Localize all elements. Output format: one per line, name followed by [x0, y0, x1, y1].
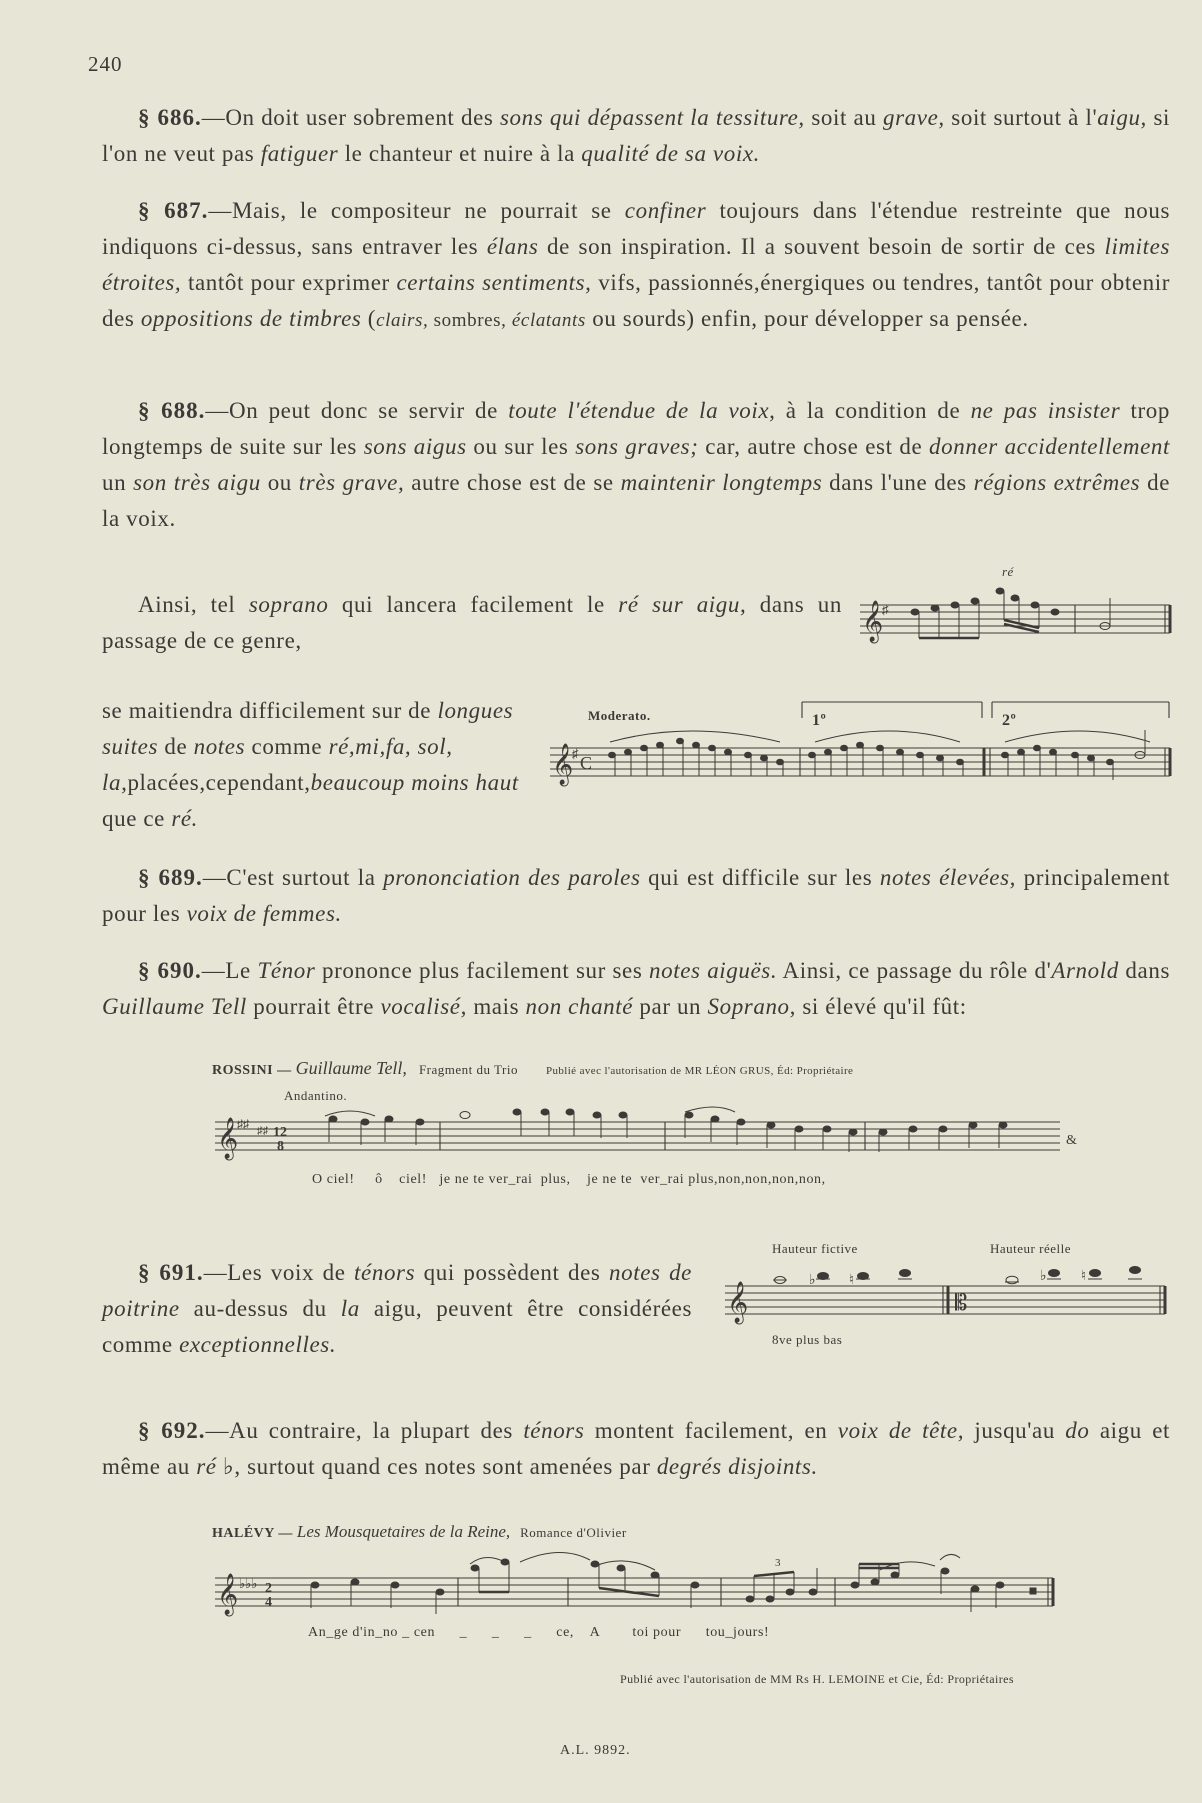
text: dans un passage de ce genre, — [102, 592, 842, 653]
italic-text: ne pas insister — [970, 398, 1121, 423]
plate-number: A.L. 9892. — [560, 1743, 631, 1758]
svg-text:♯: ♯ — [572, 746, 579, 761]
text: —On peut donc se servir de — [205, 398, 509, 423]
volta-1: 1º — [812, 712, 827, 729]
italic-text: sons aigus — [363, 434, 467, 459]
svg-text:𝄞: 𝄞 — [862, 601, 884, 641]
text: qui possèdent des — [415, 1260, 610, 1285]
italic-text: soprano — [248, 592, 329, 617]
italic-text: Soprano, — [707, 994, 797, 1019]
svg-text:♯♯: ♯♯ — [257, 1125, 268, 1137]
svg-text:8: 8 — [277, 1139, 284, 1154]
text: trop longtemps de suite sur les — [102, 398, 1170, 459]
italic-text: sons graves; — [575, 434, 699, 459]
text: aigu, peuvent être considérées comme — [102, 1296, 693, 1357]
text: si l'on ne veut pas — [102, 105, 1170, 166]
svg-text:♭: ♭ — [1040, 1269, 1047, 1284]
section-number: § 689. — [138, 865, 203, 890]
section-number: § 688. — [138, 398, 206, 423]
text: dans — [1118, 958, 1170, 983]
paragraph-689 — [102, 860, 1170, 932]
paragraph-ainsi — [102, 587, 842, 659]
svg-text:♯♯: ♯♯ — [237, 1117, 249, 1131]
text: dans l'une des — [822, 470, 974, 495]
svg-text:2: 2 — [265, 1581, 272, 1596]
italic-text: voix de tête, — [837, 1418, 965, 1443]
text: pourrait être — [246, 994, 381, 1019]
italic-text: do — [1065, 1418, 1090, 1443]
music-example-moderato — [550, 700, 1172, 800]
text: que ce — [102, 806, 172, 831]
composer: ROSSINI — — [212, 1063, 296, 1078]
text: —On doit user sobrement des — [201, 105, 500, 130]
text: —Mais, le compositeur ne pourrait se — [208, 198, 625, 223]
italic-text: grave, — [883, 105, 945, 130]
text: tantôt pour exprimer — [181, 270, 397, 295]
tempo-marking: Moderato. — [588, 708, 651, 723]
text: aigu et même au — [102, 1418, 1171, 1479]
text: ♭, surtout quand ces notes sont amenées par — [216, 1454, 657, 1479]
italic-text: ré sur aigu, — [618, 592, 747, 617]
text: autre chose est de se — [404, 470, 621, 495]
svg-text:C: C — [580, 753, 593, 773]
italic-text: son très aigu — [133, 470, 261, 495]
text: se maitiendra difficilement sur de — [102, 698, 438, 723]
text: ou — [260, 470, 299, 495]
paragraph-691 — [102, 1255, 692, 1363]
text: ou sur les — [466, 434, 576, 459]
italic-text: exceptionnelles. — [179, 1332, 337, 1357]
italic-text: ténors — [523, 1418, 585, 1443]
text: à la condition de — [775, 398, 971, 423]
music-example-re-aigu — [860, 580, 1174, 660]
italic-text: prononciation des paroles — [383, 865, 641, 890]
italic-text: beaucoup moins haut — [310, 770, 519, 795]
tempo-marking: Andantino. — [284, 1088, 348, 1103]
svg-text:𝄞: 𝄞 — [552, 744, 574, 784]
text: de son inspiration. Il a souvent besoin de sortir de ces — [538, 234, 1105, 259]
italic-text: notes — [193, 734, 246, 759]
italic-text: ré. — [171, 806, 199, 831]
fragment-label: Romance d'Olivier — [520, 1525, 627, 1540]
text: principalement pour les — [102, 865, 1171, 926]
svg-text:4: 4 — [265, 1595, 272, 1610]
music-example-tenor-range — [725, 1262, 1170, 1332]
italic-text: régions extrêmes — [973, 470, 1141, 495]
halevy-lyrics: An_ge d'in_no _ cen _ _ _ ce, A toi pour tou_jours! — [308, 1625, 770, 1640]
text: qui lancera facilement le — [328, 592, 619, 617]
music-example-halevy — [215, 1548, 1055, 1628]
text: prononce plus facilement sur ses — [315, 958, 650, 983]
rossini-lyrics: O ciel! ô ciel! je ne te ver_rai plus, je ne te ver_rai plus,non,non,non,non, — [312, 1172, 826, 1187]
italic-text: donner accidentellement — [929, 434, 1170, 459]
note-label-re: ré — [1002, 564, 1014, 579]
italic-text: ténors — [354, 1260, 416, 1285]
text: de — [158, 734, 194, 759]
section-number: § 687. — [138, 198, 209, 223]
text: qui est difficile sur les — [640, 865, 880, 890]
italic-text: élans — [486, 234, 539, 259]
italic-text: toute l'étendue de la voix, — [508, 398, 776, 423]
fragment-label: Fragment du Trio — [418, 1062, 518, 1077]
text: —Les voix de — [203, 1260, 355, 1285]
italic-text: la — [340, 1296, 360, 1321]
italic-text: sons qui dépassent la tessiture, — [500, 105, 805, 130]
italic-text: notes de poitrine — [102, 1260, 692, 1321]
label-hauteur-fictive: Hauteur fictive — [772, 1241, 858, 1256]
italic-text: qualité de sa voix. — [581, 141, 760, 166]
italic-text: ré,mi,fa, sol, la, — [102, 734, 453, 795]
italic-text: longues suites — [102, 698, 514, 759]
octave-note: 8ve plus bas — [772, 1332, 843, 1347]
text: placées,cependant, — [127, 770, 311, 795]
italic-text: Guillaume Tell — [102, 994, 247, 1019]
italic-text: éclatants — [511, 310, 586, 331]
italic-text: limites étroites, — [102, 234, 1170, 295]
paragraph-maitiendra — [102, 693, 522, 837]
text: soit au — [804, 105, 884, 130]
italic-text: aigu, — [1097, 105, 1147, 130]
text: par un — [633, 994, 708, 1019]
halevy-heading — [212, 1522, 627, 1542]
section-number: § 686. — [138, 105, 202, 130]
text: ( — [361, 306, 377, 331]
text: mais — [466, 994, 526, 1019]
svg-text:&: & — [1066, 1133, 1077, 1148]
italic-text: notes élevées, — [879, 865, 1017, 890]
paragraph-686 — [102, 100, 1170, 172]
italic-text: non chanté — [525, 994, 634, 1019]
italic-text: ré — [196, 1454, 217, 1479]
svg-text:𝄡: 𝄡 — [955, 1290, 968, 1315]
svg-text:12: 12 — [273, 1125, 287, 1140]
italic-text: degrés disjoints. — [656, 1454, 818, 1479]
text: —Au contraire, la plupart des — [205, 1418, 524, 1443]
music-example-rossini — [215, 1100, 1085, 1170]
italic-text: confiner — [624, 198, 707, 223]
svg-text:𝄞: 𝄞 — [727, 1282, 749, 1322]
italic-text: Arnold — [1051, 958, 1119, 983]
work-title: Les Mousquetaires de la Reine, — [296, 1522, 511, 1541]
svg-text:𝄞: 𝄞 — [217, 1574, 239, 1614]
svg-text:♭: ♭ — [809, 1273, 816, 1288]
section-number: § 691. — [138, 1260, 204, 1285]
italic-text: fatiguer — [260, 141, 339, 166]
italic-text: maintenir longtemps — [620, 470, 823, 495]
text: —Le — [201, 958, 258, 983]
svg-text:♯: ♯ — [882, 602, 889, 617]
text: vifs, passionnés,énergiques ou tendres, tantôt pour obtenir des — [102, 270, 1170, 331]
text: toujours dans l'étendue restreinte que nous indiquons ci-dessus, sans entraver les — [102, 198, 1170, 259]
italic-text: oppositions de timbres — [140, 306, 362, 331]
text: au-dessus du — [179, 1296, 341, 1321]
rossini-heading — [212, 1058, 853, 1079]
text: montent facilement, en — [584, 1418, 838, 1443]
text: comme — [245, 734, 329, 759]
svg-text:♮: ♮ — [1081, 1269, 1087, 1284]
italic-text: clairs, — [376, 310, 429, 331]
text: le chanteur et nuire à la — [338, 141, 582, 166]
label-hauteur-reelle: Hauteur réelle — [990, 1241, 1071, 1256]
rights-notice: Publié avec l'autorisation de MM Rs H. LEMOINE et Cie, Éd: Propriétaires — [620, 1672, 1014, 1686]
italic-text: notes aiguës. — [649, 958, 778, 983]
svg-text:3: 3 — [775, 1557, 781, 1569]
italic-text: Ténor — [257, 958, 316, 983]
paragraph-690 — [102, 953, 1170, 1025]
italic-text: certains sentiments, — [396, 270, 592, 295]
page-number: 240 — [88, 52, 123, 76]
work-title: Guillaume Tell, — [295, 1058, 407, 1078]
paragraph-687 — [102, 193, 1170, 339]
text: si élevé qu'il fût: — [796, 994, 967, 1019]
text: sombres, — [428, 310, 512, 331]
text: car, autre chose est de — [698, 434, 930, 459]
text: Ainsi, tel — [138, 592, 249, 617]
svg-text:♮: ♮ — [849, 1273, 855, 1288]
text: —C'est surtout la — [202, 865, 384, 890]
text: un — [102, 470, 134, 495]
text: Ainsi, ce passage du rôle d' — [777, 958, 1052, 983]
volta-2: 2º — [1002, 712, 1017, 729]
text: ou sourds) enfin, pour développer sa pensée. — [585, 306, 1029, 331]
italic-text: vocalisé, — [380, 994, 467, 1019]
section-number: § 692. — [138, 1418, 206, 1443]
paragraph-688 — [102, 393, 1170, 537]
italic-text: voix de femmes. — [186, 901, 342, 926]
text: jusqu'au — [964, 1418, 1066, 1443]
section-number: § 690. — [138, 958, 202, 983]
paragraph-692 — [102, 1413, 1170, 1485]
composer: HALÉVY — — [212, 1526, 297, 1541]
rights-notice: Publié avec l'autorisation de MR LÉON GRUS, Éd: Propriétaire — [545, 1065, 854, 1077]
svg-text:𝄞: 𝄞 — [217, 1118, 239, 1158]
svg-text:♭♭♭: ♭♭♭ — [239, 1576, 258, 1591]
text: de la voix. — [102, 470, 1170, 531]
text: soit surtout à l' — [944, 105, 1098, 130]
italic-text: très grave, — [298, 470, 405, 495]
